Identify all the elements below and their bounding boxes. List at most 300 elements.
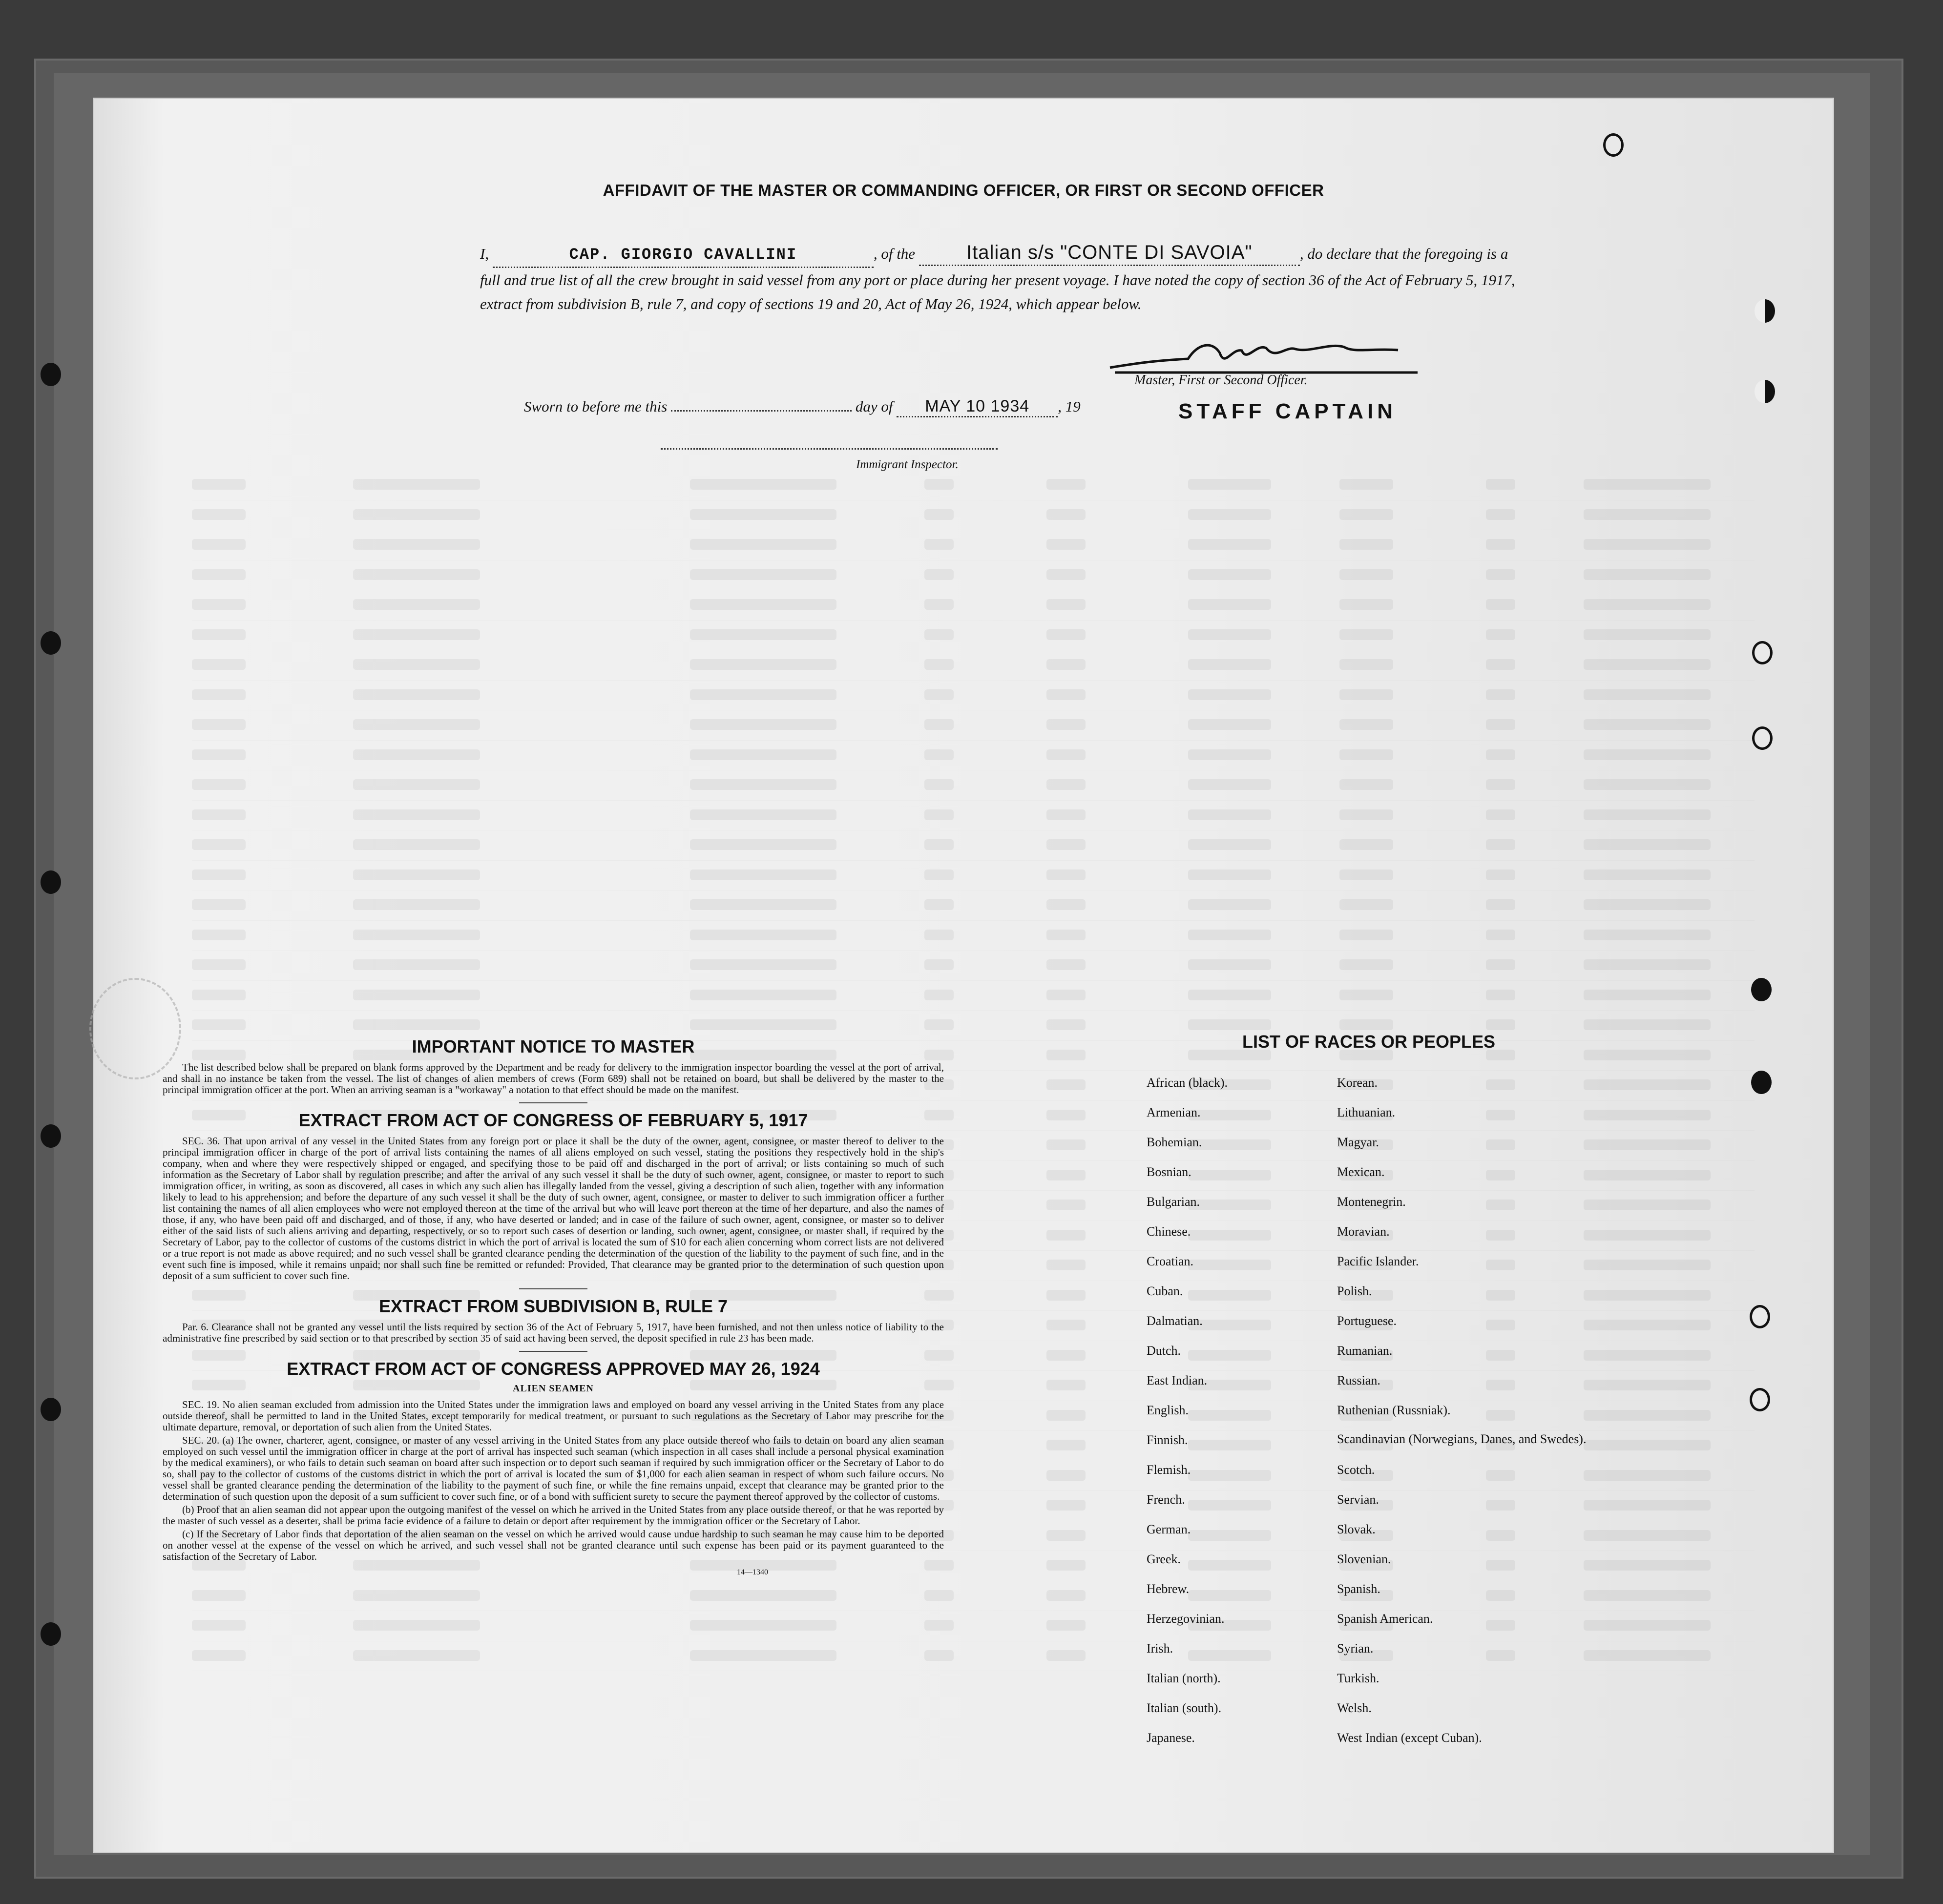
race-item: Mexican. [1337,1165,1385,1179]
races-title: LIST OF RACES OR PEOPLES [1242,1032,1496,1052]
race-item: Hebrew. [1147,1582,1190,1596]
bleed-through-mark [1584,1620,1711,1631]
bleed-through-mark [192,959,246,970]
bleed-through-mark [1486,899,1515,910]
bleed-through-mark [1046,839,1086,850]
bleed-through-mark [924,1590,954,1601]
bleed-through-mark [1046,899,1086,910]
bleed-through-mark [690,779,836,790]
punch-hole [1750,1388,1770,1411]
bleed-through-mark [1584,930,1711,940]
bleed-through-mark [1046,1320,1086,1330]
bleed-through-mark [1584,839,1711,850]
bleed-through-mark [1339,959,1393,970]
race-item: Polish. [1337,1284,1372,1298]
race-item: Cuban. [1147,1284,1183,1298]
bleed-through-mark [1584,1590,1711,1601]
inspector-signature-line [661,448,998,450]
bleed-through-row [192,530,1755,560]
bleed-through-mark [1046,1530,1086,1541]
bleed-through-mark [690,1620,836,1631]
bleed-through-mark [1584,809,1711,820]
bleed-through-mark [1486,930,1515,940]
bleed-through-mark [353,509,480,520]
bleed-through-mark [924,479,954,490]
bleed-through-mark [1584,990,1711,1000]
bleed-through-mark [192,539,246,550]
punch-hole [1750,1305,1770,1328]
race-item: Ruthenian (Russniak). [1337,1403,1451,1417]
bleed-through-mark [1584,1380,1711,1390]
bleed-through-mark [1486,1019,1515,1030]
year-prefix: , 19 [1058,398,1081,415]
bleed-through-mark [1584,1110,1711,1120]
bleed-through-mark [1046,1380,1086,1390]
bleed-through-mark [1188,479,1271,490]
race-item: East Indian. [1147,1373,1208,1387]
bleed-through-mark [1584,1320,1711,1330]
bleed-through-row [192,890,1755,921]
bleed-through-mark [192,659,246,670]
bleed-through-mark [1188,719,1271,730]
bleed-through-mark [1188,1019,1271,1030]
sworn-day-field [671,410,852,412]
master-name-field: CAP. GIORGIO CAVALLINI [493,243,874,268]
punch-hole [1755,380,1775,403]
bleed-through-mark [1339,839,1393,850]
bleed-through-mark [192,839,246,850]
bleed-through-mark [353,809,480,820]
bleed-through-mark [924,1650,954,1661]
bleed-through-mark [1339,509,1393,520]
bleed-through-mark [353,1590,480,1601]
bleed-through-mark [924,689,954,700]
bleed-through-mark [690,930,836,940]
bleed-through-mark [1486,990,1515,1000]
affidavit-i-label: I, [480,245,489,262]
bleed-through-mark [1188,809,1271,820]
bleed-through-mark [1046,869,1086,880]
punch-hole [1751,1071,1772,1094]
bleed-through-mark [1339,809,1393,820]
extract-1924-sec20c: (c) If the Secretary of Labor finds that deportation of the alien seaman on the vessel on which he arrived would cause undue hardship to such seaman he may cause him to be deported on another vessel at the expense of the vessel on which he arrived, and such vessel shall not be granted clearance until such expense has been paid or its payment guaranteed to the satisfaction of the Secretary of Labor. [163,1528,944,1562]
bleed-through-mark [1339,899,1393,910]
bleed-through-row [192,560,1755,591]
bleed-through-mark [1339,930,1393,940]
bleed-through-mark [353,1620,480,1631]
bleed-through-mark [1584,719,1711,730]
bleed-through-mark [353,779,480,790]
race-item: Herzegovinian. [1147,1612,1225,1626]
race-item: Syrian. [1337,1641,1374,1656]
bleed-through-mark [192,689,246,700]
bleed-through-mark [1339,869,1393,880]
extract-rule7-text: Par. 6. Clearance shall not be granted any vessel until the lists required by section 36 of the Act of February 5, 1917, have been furnished, and not then unless notice of liability to the administrative fine prescribed by said section or to that prescribed by section 35 of said act having been served, the deposit specified in rule 23 has been made. [163,1321,944,1344]
bleed-through-mark [1046,1410,1086,1421]
extract-1924-sec20a: SEC. 20. (a) The owner, charterer, agent, consignee, or master of any vessel arriving in the United States from any place outside thereof who fails to detain on board any alien seaman employed on such vessel until the immigration officer in charge at the port of arrival has inspected such seaman (which inspection in all cases shall include a personal physical examination by the medical examiners), or who fails to detain such seaman on board after such inspection or to deport such seaman if required by such immigration officer or the Secretary of Labor to do so, shall pay to the collector of customs of the customs district in which the port of arrival is located the sum of $1,000 for each alien seaman in respect of whom such failure occurs. No vessel shall be granted clearance pending the determination of the liability to the payment of such fine, or while the fine remains unpaid, except that clearance may be granted prior to the determination of such question upon the deposit of a sum sufficient to cover such fine, or of a bond with sufficient surety to secure the payment thereof approved by the collector of customs. [163,1434,944,1502]
bleed-through-mark [1046,1650,1086,1661]
bleed-through-mark [1584,1079,1711,1090]
bleed-through-mark [192,1590,246,1601]
divider [519,1288,587,1289]
bleed-through-mark [1188,779,1271,790]
bleed-through-mark [1486,569,1515,580]
bleed-through-mark [1046,1260,1086,1270]
bleed-through-mark [192,990,246,1000]
race-item: Moravian. [1337,1224,1390,1239]
bleed-through-mark [1046,990,1086,1000]
race-item: Portuguese. [1337,1314,1397,1328]
bleed-through-mark [1046,1440,1086,1450]
bleed-through-mark [353,599,480,610]
bleed-through-mark [1486,779,1515,790]
bleed-through-mark [690,569,836,580]
bleed-through-mark [353,869,480,880]
bleed-through-mark [1046,509,1086,520]
bleed-through-mark [1046,959,1086,970]
bleed-through-mark [690,869,836,880]
affidavit-declare: , do declare [1299,245,1371,262]
bleed-through-mark [1188,839,1271,850]
inspector-label: Immigrant Inspector. [856,458,959,471]
bleed-through-mark [1339,990,1393,1000]
bleed-through-mark [192,930,246,940]
race-item: Spanish. [1337,1582,1380,1596]
bleed-through-mark [1046,1079,1086,1090]
bleed-through-mark [924,629,954,640]
race-item: Montenegrin. [1337,1195,1406,1209]
bleed-through-mark [1046,1350,1086,1361]
race-item: Chinese. [1147,1224,1191,1239]
bleed-through-row [192,681,1755,711]
extract-1924-subtitle: ALIEN SEAMEN [513,1383,594,1394]
bleed-through-mark [353,959,480,970]
race-item: Armenian. [1147,1105,1201,1119]
bleed-through-mark [353,1019,480,1030]
race-item: Finnish. [1147,1433,1188,1447]
bleed-through-row [192,590,1755,621]
bleed-through-mark [192,629,246,640]
bleed-through-mark [1339,719,1393,730]
bleed-through-mark [1486,719,1515,730]
notice-title: IMPORTANT NOTICE TO MASTER [412,1036,695,1056]
affidavit-of-the: , of the [873,245,916,262]
bleed-through-mark [1188,629,1271,640]
bleed-through-mark [192,1019,246,1030]
bleed-through-mark [1046,479,1086,490]
bleed-through-mark [924,749,954,760]
extract-rule7-title: EXTRACT FROM SUBDIVISION B, RULE 7 [378,1296,728,1316]
bleed-through-mark [690,509,836,520]
punch-hole [1603,133,1624,157]
bleed-through-mark [1046,1620,1086,1631]
bleed-through-mark [1046,1560,1086,1571]
race-item: Bohemian. [1147,1135,1202,1149]
race-item: West Indian (except Cuban). [1337,1731,1482,1745]
bleed-through-mark [353,990,480,1000]
bleed-through-mark [192,509,246,520]
bleed-through-mark [924,509,954,520]
bleed-through-mark [1584,1470,1711,1481]
race-item: German. [1147,1522,1191,1536]
bleed-through-mark [1046,1500,1086,1511]
sworn-label: Sworn to before me this [524,398,668,415]
bleed-through-mark [192,749,246,760]
bleed-through-mark [1584,1200,1711,1210]
extract-1924-sec19: SEC. 19. No alien seaman excluded from admission into the United States under the immigration laws and employed on board any vessel arriving in the United States from any place outside thereof, shall be permitted to land in the United States, except temporarily for medical treatment, or pursuant to such regulations as the Secretary of Labor may prescribe for the ultimate departure, removal, or deportation of such alien from the United States. [163,1399,944,1433]
bleed-through-mark [1486,689,1515,700]
race-item: Pacific Islander. [1337,1254,1419,1268]
bleed-through-mark [690,479,836,490]
bleed-through-mark [924,930,954,940]
bleed-through-mark [1584,1290,1711,1301]
bleed-through-mark [924,839,954,850]
bleed-through-mark [192,779,246,790]
bleed-through-mark [924,809,954,820]
bleed-through-mark [1339,689,1393,700]
bleed-through-mark [924,899,954,910]
bleed-through-mark [1584,1560,1711,1571]
bleed-through-row [192,621,1755,651]
bleed-through-mark [690,1590,836,1601]
bleed-through-mark [192,569,246,580]
bleed-through-mark [1486,839,1515,850]
bleed-through-mark [1339,599,1393,610]
bleed-through-mark [1046,1019,1086,1030]
bleed-through-mark [924,779,954,790]
bleed-through-mark [192,599,246,610]
bleed-through-mark [1339,479,1393,490]
race-item: Korean. [1337,1076,1378,1090]
bleed-through-mark [1486,539,1515,550]
extract-1917-text: SEC. 36. That upon arrival of any vessel in the United States from any foreign port or place it shall be the duty of the owner, agent, consignee, or master thereof to deliver to the principal immigration officer in charge of the port of arrival lists containing the names of all aliens employed on such vessel, stating the positions they respectively hold in the ship's company, when and where they were respectively shipped or engaged, and specifying those to be paid off and discharged in the port of arrival; or lists containing so much of such information as the Secretary of Labor shall by regulation prescribe; and after the arrival of any such vessel it shall be the duty of such owner, agent, consignee, or master to report to such immigration officer, in writing, as soon as discovered, all cases in which any such alien has illegally landed from the vessel, giving a description of such alien, together with any information likely to lead to his apprehension; and before the departure of any such vessel it shall be the duty of such owner, agent, consignee, or master to deliver to such immigration officer a further list containing the names of all alien employees who were not employed thereon at the time of the arrival but who will leave port thereon at the time of her departure, and also the names of those, if any, who have been paid off and discharged, and of those, if any, who have deserted or landed; and in case of the failure of such owner, agent, consignee, or master so to deliver either of the said lists of such aliens arriving and departing, respectively, or so to report such cases of desertion or landing, such owner, agent, consignee, or master shall, if required by the Secretary of Labor, pay to the collector of customs of the customs district in which the port of arrival is located the sum of $10 for each alien concerning whom correct lists are not delivered or a true report is not made as above required; and no such vessel shall be granted clearance pending the determination of the question of the liability to the payment of such fine, and in the event such fine is imposed, while it remains unpaid; nor shall such fine be remitted or refunded: Provided, That clearance may be granted prior to the determination of such question upon deposit of a sum sufficient to cover such fine. [163,1135,944,1282]
bleed-through-mark [924,1620,954,1631]
notices-column [163,1036,944,1577]
bleed-through-mark [1584,479,1711,490]
bleed-through-row [192,710,1755,741]
bleed-through-mark [924,1019,954,1030]
bleed-through-mark [192,869,246,880]
day-of-label: day of [855,398,893,415]
bleed-through-mark [353,659,480,670]
punch-hole [1751,978,1772,1001]
bleed-through-mark [1339,749,1393,760]
bleed-through-mark [1486,479,1515,490]
bleed-through-row [192,500,1755,531]
race-item: Bosnian. [1147,1165,1191,1179]
race-item: French. [1147,1492,1185,1507]
punch-hole [41,1398,61,1421]
bleed-through-mark [1584,1139,1711,1150]
bleed-through-mark [924,569,954,580]
bleed-through-mark [690,689,836,700]
race-item: Spanish American. [1337,1612,1433,1626]
bleed-through-mark [192,1650,246,1661]
bleed-through-mark [1584,1019,1711,1030]
bleed-through-mark [353,569,480,580]
bleed-through-row [192,830,1755,861]
bleed-through-mark [1046,539,1086,550]
bleed-through-mark [924,659,954,670]
bleed-through-mark [1584,1410,1711,1421]
bleed-through-mark [690,659,836,670]
bleed-through-mark [1046,1590,1086,1601]
bleed-through-mark [1486,659,1515,670]
bleed-through-mark [1584,599,1711,610]
races-column-2 [1337,1076,1586,1760]
bleed-through-mark [1046,1170,1086,1180]
bleed-through-mark [1046,1110,1086,1120]
divider [519,1351,587,1352]
bleed-through-mark [1188,539,1271,550]
notice-text: The list described below shall be prepared on blank forms approved by the Department and be ready for delivery to the immigration inspector boarding the vessel at the port of arrival, and shall in no instance be taken from the vessel. The list of changes of alien members of crews (Form 689) shall not be retained on board, but shall be delivered by the master to the principal immigration officer at the port. When an arriving seaman is a "workaway" a notation to that effect should be made on the manifest. [163,1061,944,1096]
bleed-through-mark [1046,1139,1086,1150]
bleed-through-mark [1188,899,1271,910]
race-item: Turkish. [1337,1671,1379,1685]
bleed-through-mark [1188,959,1271,970]
bleed-through-mark [1584,1440,1711,1450]
bleed-through-mark [1339,659,1393,670]
punch-hole [1752,641,1773,664]
race-item: Rumanian. [1337,1344,1393,1358]
bleed-through-mark [1046,1290,1086,1301]
bleed-through-mark [690,990,836,1000]
bleed-through-mark [192,719,246,730]
bleed-through-mark [1486,599,1515,610]
staff-captain-stamp: STAFF CAPTAIN [1178,399,1397,423]
bleed-through-mark [353,479,480,490]
race-item: Russian. [1337,1373,1380,1387]
race-item: Welsh. [1337,1701,1372,1715]
bleed-through-mark [690,629,836,640]
bleed-through-row [192,741,1755,771]
bleed-through-mark [1584,959,1711,970]
punch-hole [41,1622,61,1646]
race-item: Irish. [1147,1641,1173,1656]
bleed-through-mark [690,719,836,730]
extract-1917-title: EXTRACT FROM ACT OF CONGRESS OF FEBRUARY 5, 1917 [298,1110,808,1130]
bleed-through-mark [1584,569,1711,580]
bleed-through-row [192,470,1755,500]
race-item: Slovak. [1337,1522,1376,1536]
bleed-through-mark [690,1019,836,1030]
bleed-through-mark [924,599,954,610]
bleed-through-mark [1486,959,1515,970]
bleed-through-mark [192,479,246,490]
bleed-through-mark [1339,1019,1393,1030]
bleed-through-mark [1046,689,1086,700]
bleed-through-mark [1046,809,1086,820]
bleed-through-mark [1584,1530,1711,1541]
bleed-through-mark [1339,629,1393,640]
bleed-through-mark [1188,990,1271,1000]
bleed-through-mark [353,629,480,640]
bleed-through-mark [924,719,954,730]
sworn-line [524,397,1081,417]
bleed-through-mark [1584,689,1711,700]
extract-1924-title: EXTRACT FROM ACT OF CONGRESS APPROVED MAY 26, 1924 [287,1359,820,1379]
bleed-through-mark [192,899,246,910]
bleed-through-mark [690,809,836,820]
signature-caption: Master, First or Second Officer. [1134,373,1308,388]
bleed-through-mark [1584,1350,1711,1361]
bleed-through-mark [353,689,480,700]
bleed-through-row [192,861,1755,891]
bleed-through-mark [353,1650,480,1661]
bleed-through-mark [1188,869,1271,880]
bleed-through-mark [1584,539,1711,550]
bleed-through-mark [1046,719,1086,730]
race-item: Bulgarian. [1147,1195,1200,1209]
bleed-through-mark [353,930,480,940]
bleed-through-mark [1584,899,1711,910]
bleed-through-mark [1584,779,1711,790]
bleed-through-mark [690,1650,836,1661]
punch-hole [41,870,61,894]
bleed-through-mark [1486,809,1515,820]
bleed-through-mark [1584,1260,1711,1270]
bleed-through-mark [1046,1200,1086,1210]
punch-hole [41,1124,61,1148]
bleed-through-mark [1046,749,1086,760]
race-item: Flemish. [1147,1463,1191,1477]
bleed-through-mark [1584,869,1711,880]
divider [519,1102,587,1103]
bleed-through-mark [1339,569,1393,580]
bleed-through-mark [1188,689,1271,700]
punch-hole [41,631,61,655]
bleed-through-mark [1188,749,1271,760]
bleed-through-mark [1046,779,1086,790]
race-item: Italian (south). [1147,1701,1222,1715]
bleed-through-mark [690,749,836,760]
bleed-through-mark [1486,749,1515,760]
sworn-date-field: MAY 10 1934 [897,397,1058,417]
bleed-through-mark [1584,659,1711,670]
race-item: English. [1147,1403,1189,1417]
bleed-through-mark [353,719,480,730]
bleed-through-mark [1046,930,1086,940]
race-item: Magyar. [1337,1135,1379,1149]
bleed-through-mark [1188,659,1271,670]
bleed-through-mark [1188,569,1271,580]
punch-hole [41,363,61,386]
bleed-through-mark [1584,629,1711,640]
bleed-through-mark [1046,629,1086,640]
bleed-through-mark [192,809,246,820]
bleed-through-mark [353,539,480,550]
race-item: Scandinavian (Norwegians, Danes, and Swedes). [1337,1432,1587,1446]
bleed-through-mark [1188,509,1271,520]
bleed-through-row [192,650,1755,681]
bleed-through-mark [1046,1470,1086,1481]
bleed-through-mark [690,959,836,970]
bleed-through-mark [1339,539,1393,550]
race-item: Croatian. [1147,1254,1194,1268]
document-page [93,98,1834,1853]
race-item: Servian. [1337,1492,1379,1507]
bleed-through-mark [1046,1050,1086,1060]
bleed-through-mark [924,539,954,550]
race-item: Italian (north). [1147,1671,1221,1685]
extract-1924-sec20b: (b) Proof that an alien seaman did not appear upon the outgoing manifest of the vessel on which he arrived in the United States from any place outside thereof, or that he was reported by the master of such vessel as a deserter, shall be prima facie evidence of a failure to detain or deport after requirement by the immigration officer or the Secretary of Labor. [163,1504,944,1527]
punch-hole [1752,726,1773,750]
races-column-1 [1147,1076,1228,1760]
bleed-through-row [192,981,1755,1011]
bleed-through-row [192,801,1755,831]
race-item: Scotch. [1337,1463,1375,1477]
bleed-through-mark [1584,749,1711,760]
